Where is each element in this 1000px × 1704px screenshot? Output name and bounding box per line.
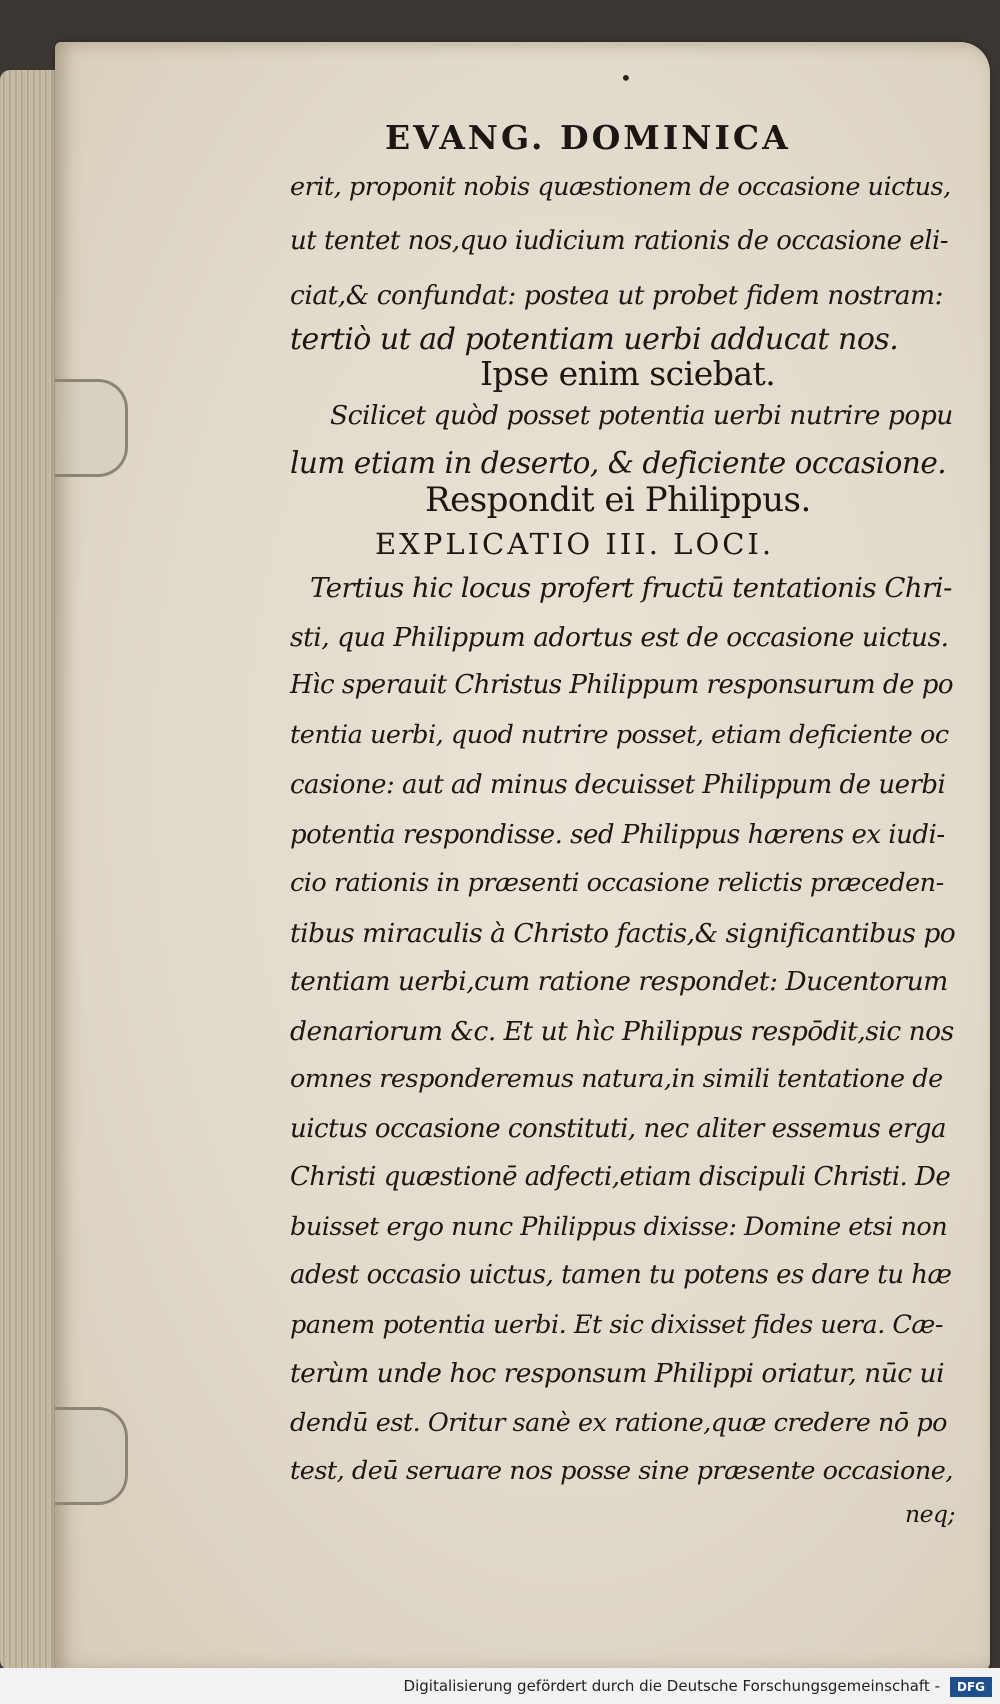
text-line: adest occasio uictus, tamen tu potens es dare tu hæ: [290, 1260, 952, 1290]
section-heading: EXPLICATIO III. LOCI.: [375, 527, 775, 561]
text-line: omnes responderemus natura,in simili tentatione de: [290, 1064, 943, 1094]
text-line: ciat,& confundat: postea ut probet fidem nostram:: [290, 280, 944, 311]
text-line: erit, proponit nobis quæstionem de occasione uictus,: [290, 172, 951, 202]
running-head: EVANG. DOMINICA: [385, 118, 791, 157]
dfg-logo: DFG: [950, 1677, 992, 1697]
footer-bar: [0, 1668, 1000, 1704]
text-line: tibus miraculis à Christo factis,& significantibus po: [290, 918, 956, 949]
text-line: panem potentia uerbi. Et sic dixisset fides uera. Cæ-: [290, 1310, 944, 1340]
text-line: neq;: [905, 1500, 956, 1528]
text-line: uictus occasione constituti, nec aliter essemus erga: [290, 1114, 947, 1144]
text-line: cio rationis in præsenti occasione relictis præceden-: [290, 868, 944, 898]
text-line: buisset ergo nunc Philippus dixisse: Domine etsi non: [290, 1212, 948, 1242]
text-line: Scilicet quòd posset potentia uerbi nutrire popu: [330, 400, 953, 431]
text-line: Hìc sperauit Christus Philippum responsurum de po: [290, 670, 954, 700]
text-line: potentia respondisse. sed Philippus hærens ex iudi-: [290, 820, 945, 850]
text-line: test, deū seruare nos posse sine præsente occasione,: [290, 1456, 953, 1486]
page-mark: •: [620, 66, 632, 90]
text-line: tertiò ut ad potentiam uerbi adducat nos.: [290, 322, 899, 357]
text-line: lum etiam in deserto, & deficiente occasione.: [290, 446, 947, 480]
text-line: sti, qua Philippum adortus est de occasione uictus.: [290, 622, 949, 653]
text-line: Tertius hic locus profert fructū tentationis Chri-: [310, 572, 952, 604]
text-line: casione: aut ad minus decuisset Philippum de uerbi: [290, 770, 946, 800]
text-line: denariorum &c. Et ut hìc Philippus respōdit,sic nos: [290, 1016, 954, 1047]
footer-credit: Digitalisierung gefördert durch die Deutsche Forschungsgemeinschaft -: [403, 1677, 940, 1695]
text-line: Christi quæstionē adfecti,etiam discipuli Christi. De: [290, 1162, 951, 1192]
text-line: tentiam uerbi,cum ratione respondet: Ducentorum: [290, 966, 948, 997]
text-line: ut tentet nos,quo iudicium rationis de occasione eli-: [290, 226, 949, 256]
section-heading: Ipse enim sciebat.: [480, 354, 776, 393]
section-heading: Respondit ei Philippus.: [425, 480, 811, 520]
text-line: dendū est. Oritur sanè ex ratione,quæ credere nō po: [290, 1408, 948, 1438]
text-line: terùm unde hoc responsum Philippi oriatur, nūc ui: [290, 1358, 945, 1389]
text-line: tentia uerbi, quod nutrire posset, etiam deficiente oc: [290, 720, 949, 750]
